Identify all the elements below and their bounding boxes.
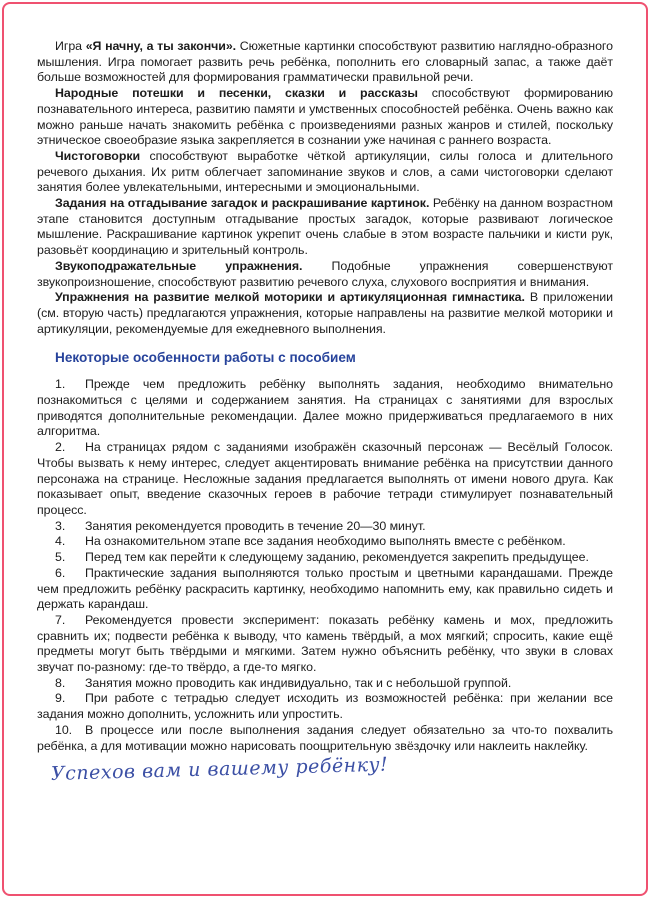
list-item-text: Занятия можно проводить как индивидуально, так и с небольшой группой. xyxy=(85,675,512,690)
paragraph-chistogovorki xyxy=(37,149,613,196)
paragraph-text: Ребёнку на данном возрастном этапе становится доступным отгадывание простых загадок, которые развивают логическое мышление. Раскрашивание картинок укрепит очень слабые в этом возрасте пальчики и кисти рук, разовьёт координацию и зрительный контроль. xyxy=(37,196,614,258)
list-item-number: 10. xyxy=(55,722,73,737)
paragraph-lead: «Я начну, а ты закончи». xyxy=(85,39,237,53)
paragraph-lead: Упражнения на развитие мелкой моторики и артикуляционная гимнастика. xyxy=(55,290,525,305)
list-item-number: 1. xyxy=(55,377,66,392)
paragraph-lead: Задания на отгадывание загадок и раскрашивание картинок. xyxy=(55,196,430,211)
paragraph-text: Сюжетные картинки способствуют развитию наглядно-образного мышления. Игра помогает развить речь ребёнка, пополнить его словарный запас, а также даёт больше возможностей для формирования грамматически правильной речи. xyxy=(37,39,613,85)
list-item-number: 8. xyxy=(55,675,66,690)
paragraph-text: Подобные упражнения совершенствуют звукопроизношение, способствуют развитию речевого слуха, слухового восприятия и внимания. xyxy=(37,258,613,289)
list-item xyxy=(37,377,613,440)
list-item-number: 6. xyxy=(55,565,66,580)
paragraph-folk-songs xyxy=(37,86,613,149)
list-item-text: Практические задания выполняются только простым и цветными карандашами. Прежде чем предложить ребёнку раскрасить картинку, необходимо напомнить ему, как правильно сидеть и держать карандаш. xyxy=(37,565,613,612)
list-item-text: Перед тем как перейти к следующему заданию, рекомендуется закрепить предыдущее. xyxy=(85,550,589,565)
list-item xyxy=(37,550,613,566)
paragraph-sound-imitation xyxy=(37,259,613,290)
list-item xyxy=(37,691,613,722)
list-item xyxy=(37,534,613,550)
list-item xyxy=(37,519,613,535)
page-content xyxy=(37,39,613,785)
list-item-number: 7. xyxy=(55,612,66,627)
list-item-number: 3. xyxy=(55,518,66,533)
list-item-text: Рекомендуется провести эксперимент: показать ребёнку камень и мох, предложить сравнить их; подвести ребёнка к выводу, что камень твёрдый, а мох мягкий; спросить, какие ещё предметы могут быть твёрдыми и мягкими. Затем нужно объяснить ребёнку, что звуки в словах звучат по-разному: где-то твёрдо, а где-то мягко. xyxy=(37,612,613,675)
list-item-text: На ознакомительном этапе все задания необходимо выполнять вместе с ребёнком. xyxy=(85,534,566,549)
list-item xyxy=(37,676,613,692)
paragraph-fine-motor xyxy=(37,290,613,337)
list-item-number: 2. xyxy=(55,440,66,455)
list-item-number: 5. xyxy=(55,550,66,565)
paragraph-lead: Чистоговорки xyxy=(55,148,141,163)
list-item-text: Прежде чем предложить ребёнку выполнять задания, необходимо внимательно познакомиться с целями и содержанием занятия. На страницах с занятиями для взрослых приводятся дополнительные рекомендации. Далее можно придерживаться предлагаемого в них алгоритма. xyxy=(37,377,613,439)
paragraph-text: способствуют выработке чёткой артикуляции, силы голоса и длительного речевого дыхания. Их ритм облегчает запоминание звуков и слов, а сами чистоговорки сделают занятия более увлекательными, интересными и эмоциональными. xyxy=(37,148,613,195)
list-item xyxy=(37,440,613,519)
handwritten-wish: Успехов вам и вашему ребёнку! xyxy=(50,753,389,786)
paragraph-lead: Звукоподражательные упражнения. xyxy=(55,258,303,273)
list-item-text: На страницах рядом с заданиями изображён сказочный персонаж — Весёлый Голосок. Чтобы вызвать к нему интерес, следует акцентировать внимание ребёнка на присутствии данного персонажа на странице. Несложные задания предлагается выполнять от имени нового друга. Как показывает опыт, введение сказочных героев в рабочие тетради стимулирует познавательный процесс. xyxy=(37,440,613,517)
section-heading: Некоторые особенности работы с пособием xyxy=(55,350,356,366)
paragraph-riddles-coloring xyxy=(37,196,613,259)
paragraph-pre: Игра xyxy=(55,39,86,53)
list-item-number: 9. xyxy=(55,691,66,706)
paragraph-lead: Народные потешки и песенки, сказки и рассказы xyxy=(55,86,418,101)
list-item xyxy=(37,613,613,676)
paragraph-game xyxy=(37,39,613,86)
paragraph-text: способствуют формированию познавательного интереса, развитию памяти и умственных способностей ребёнка. Очень важно как можно раньше начать знакомить ребёнка с произведениями разных жанров и стилей, поскольку этническое своеобразие языка закрепляется в сознании уже начиная с раннего возраста. xyxy=(37,86,613,148)
list-item-text: Занятия рекомендуется проводить в течение 20—30 минут. xyxy=(85,518,426,533)
list-item-text: При работе с тетрадью следует исходить из возможностей ребёнка: при желании все задания можно дополнить, усложнить или упростить. xyxy=(37,691,613,722)
list-item-number: 4. xyxy=(55,534,66,549)
list-item-text: В процессе или после выполнения задания следует обязательно за что-то похвалить ребёнка, а для мотивации можно нарисовать поощрительную звёздочку или наклеить наклейку. xyxy=(37,722,613,753)
list-item xyxy=(37,566,613,613)
paragraph-text: В приложении (см. вторую часть) предлагаются упражнения, которые направлены на развитие мелкой моторики и артикуляции, рекомендуемые для ежедневного выполнения. xyxy=(37,290,613,336)
